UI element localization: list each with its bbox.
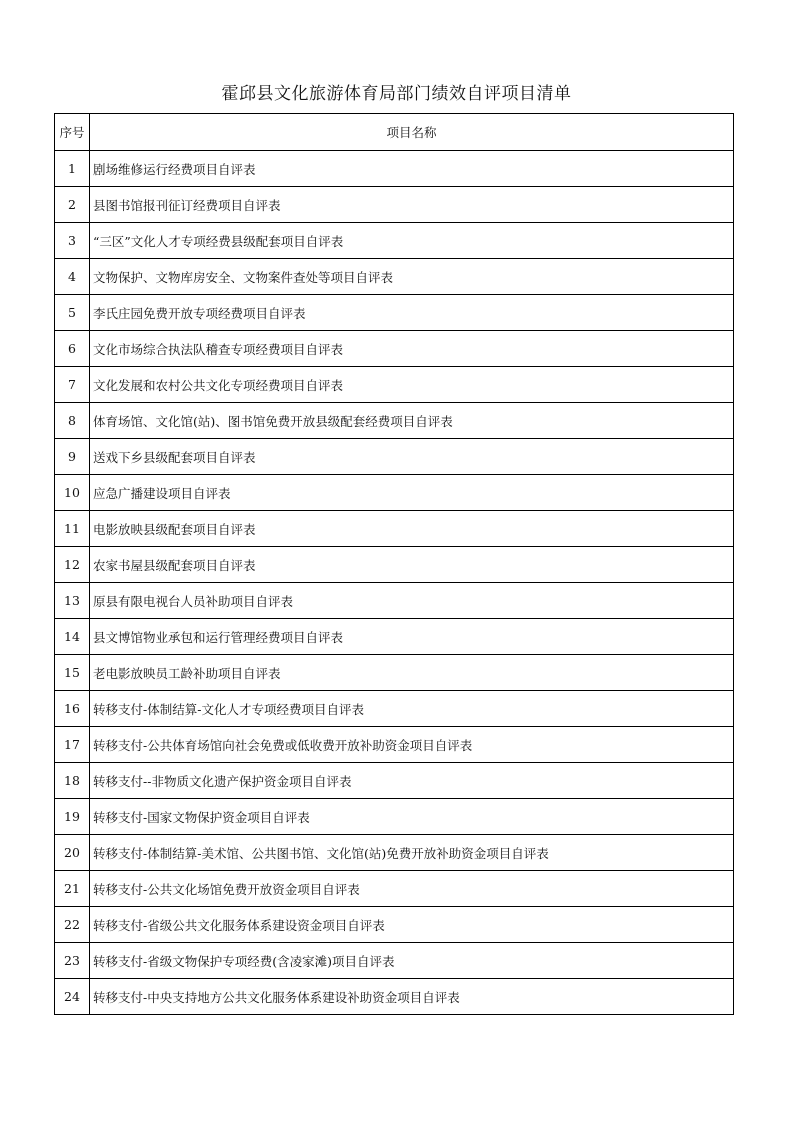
row-project-name: 转移支付--非物质文化遗产保护资金项目自评表 (90, 763, 734, 799)
table-row (55, 583, 734, 619)
row-serial-number: 9 (55, 439, 90, 475)
row-serial-number: 18 (55, 763, 90, 799)
row-project-name: 转移支付-体制结算-文化人才专项经费项目自评表 (90, 691, 734, 727)
project-list-table (54, 113, 734, 1015)
row-project-name: 转移支付-公共体育场馆向社会免费或低收费开放补助资金项目自评表 (90, 727, 734, 763)
row-serial-number: 1 (55, 151, 90, 187)
table-row (55, 727, 734, 763)
row-serial-number: 13 (55, 583, 90, 619)
table-row (55, 295, 734, 331)
row-serial-number: 22 (55, 907, 90, 943)
row-serial-number: 16 (55, 691, 90, 727)
table-row (55, 763, 734, 799)
row-project-name: 老电影放映员工龄补助项目自评表 (90, 655, 734, 691)
row-serial-number: 8 (55, 403, 90, 439)
table-row (55, 691, 734, 727)
row-project-name: 文物保护、文物库房安全、文物案件查处等项目自评表 (90, 259, 734, 295)
row-project-name: 转移支付-公共文化场馆免费开放资金项目自评表 (90, 871, 734, 907)
table-row (55, 835, 734, 871)
row-serial-number: 19 (55, 799, 90, 835)
row-project-name: 文化发展和农村公共文化专项经费项目自评表 (90, 367, 734, 403)
row-project-name: 体育场馆、文化馆(站)、图书馆免费开放县级配套经费项目自评表 (90, 403, 734, 439)
row-project-name: 应急广播建设项目自评表 (90, 475, 734, 511)
row-serial-number: 11 (55, 511, 90, 547)
row-project-name: 转移支付-体制结算-美术馆、公共图书馆、文化馆(站)免费开放补助资金项目自评表 (90, 835, 734, 871)
row-serial-number: 3 (55, 223, 90, 259)
row-project-name: 转移支付-省级文物保护专项经费(含凌家滩)项目自评表 (90, 943, 734, 979)
row-project-name: 县文博馆物业承包和运行管理经费项目自评表 (90, 619, 734, 655)
row-serial-number: 2 (55, 187, 90, 223)
row-serial-number: 14 (55, 619, 90, 655)
table-row (55, 619, 734, 655)
table-row (55, 223, 734, 259)
row-project-name: 原县有限电视台人员补助项目自评表 (90, 583, 734, 619)
row-serial-number: 6 (55, 331, 90, 367)
table-row (55, 907, 734, 943)
row-serial-number: 21 (55, 871, 90, 907)
row-project-name: 县图书馆报刊征订经费项目自评表 (90, 187, 734, 223)
row-project-name: 文化市场综合执法队稽查专项经费项目自评表 (90, 331, 734, 367)
row-serial-number: 7 (55, 367, 90, 403)
row-serial-number: 5 (55, 295, 90, 331)
row-project-name: 转移支付-国家文物保护资金项目自评表 (90, 799, 734, 835)
row-serial-number: 4 (55, 259, 90, 295)
table-header-row (55, 114, 734, 151)
row-project-name: 转移支付-中央支持地方公共文化服务体系建设补助资金项目自评表 (90, 979, 734, 1015)
row-serial-number: 20 (55, 835, 90, 871)
table-row (55, 331, 734, 367)
row-project-name: “三区”文化人才专项经费县级配套项目自评表 (90, 223, 734, 259)
table-body (55, 151, 734, 1015)
table-row (55, 151, 734, 187)
row-project-name: 转移支付-省级公共文化服务体系建设资金项目自评表 (90, 907, 734, 943)
row-project-name: 送戏下乡县级配套项目自评表 (90, 439, 734, 475)
table-row (55, 367, 734, 403)
row-project-name: 李氏庄园免费开放专项经费项目自评表 (90, 295, 734, 331)
row-serial-number: 10 (55, 475, 90, 511)
header-serial-number: 序号 (55, 114, 90, 151)
table-row (55, 547, 734, 583)
table-row (55, 799, 734, 835)
table-row (55, 259, 734, 295)
row-serial-number: 23 (55, 943, 90, 979)
table-row (55, 943, 734, 979)
table-row (55, 655, 734, 691)
table-row (55, 979, 734, 1015)
table-row (55, 439, 734, 475)
row-serial-number: 15 (55, 655, 90, 691)
row-serial-number: 12 (55, 547, 90, 583)
table-row (55, 403, 734, 439)
row-serial-number: 24 (55, 979, 90, 1015)
document-title: 霍邱县文化旅游体育局部门绩效自评项目清单 (221, 84, 572, 104)
row-project-name: 剧场维修运行经费项目自评表 (90, 151, 734, 187)
table-row (55, 187, 734, 223)
table-row (55, 475, 734, 511)
row-project-name: 电影放映县级配套项目自评表 (90, 511, 734, 547)
header-project-name: 项目名称 (90, 114, 734, 151)
row-project-name: 农家书屋县级配套项目自评表 (90, 547, 734, 583)
table-row (55, 871, 734, 907)
row-serial-number: 17 (55, 727, 90, 763)
table-row (55, 511, 734, 547)
